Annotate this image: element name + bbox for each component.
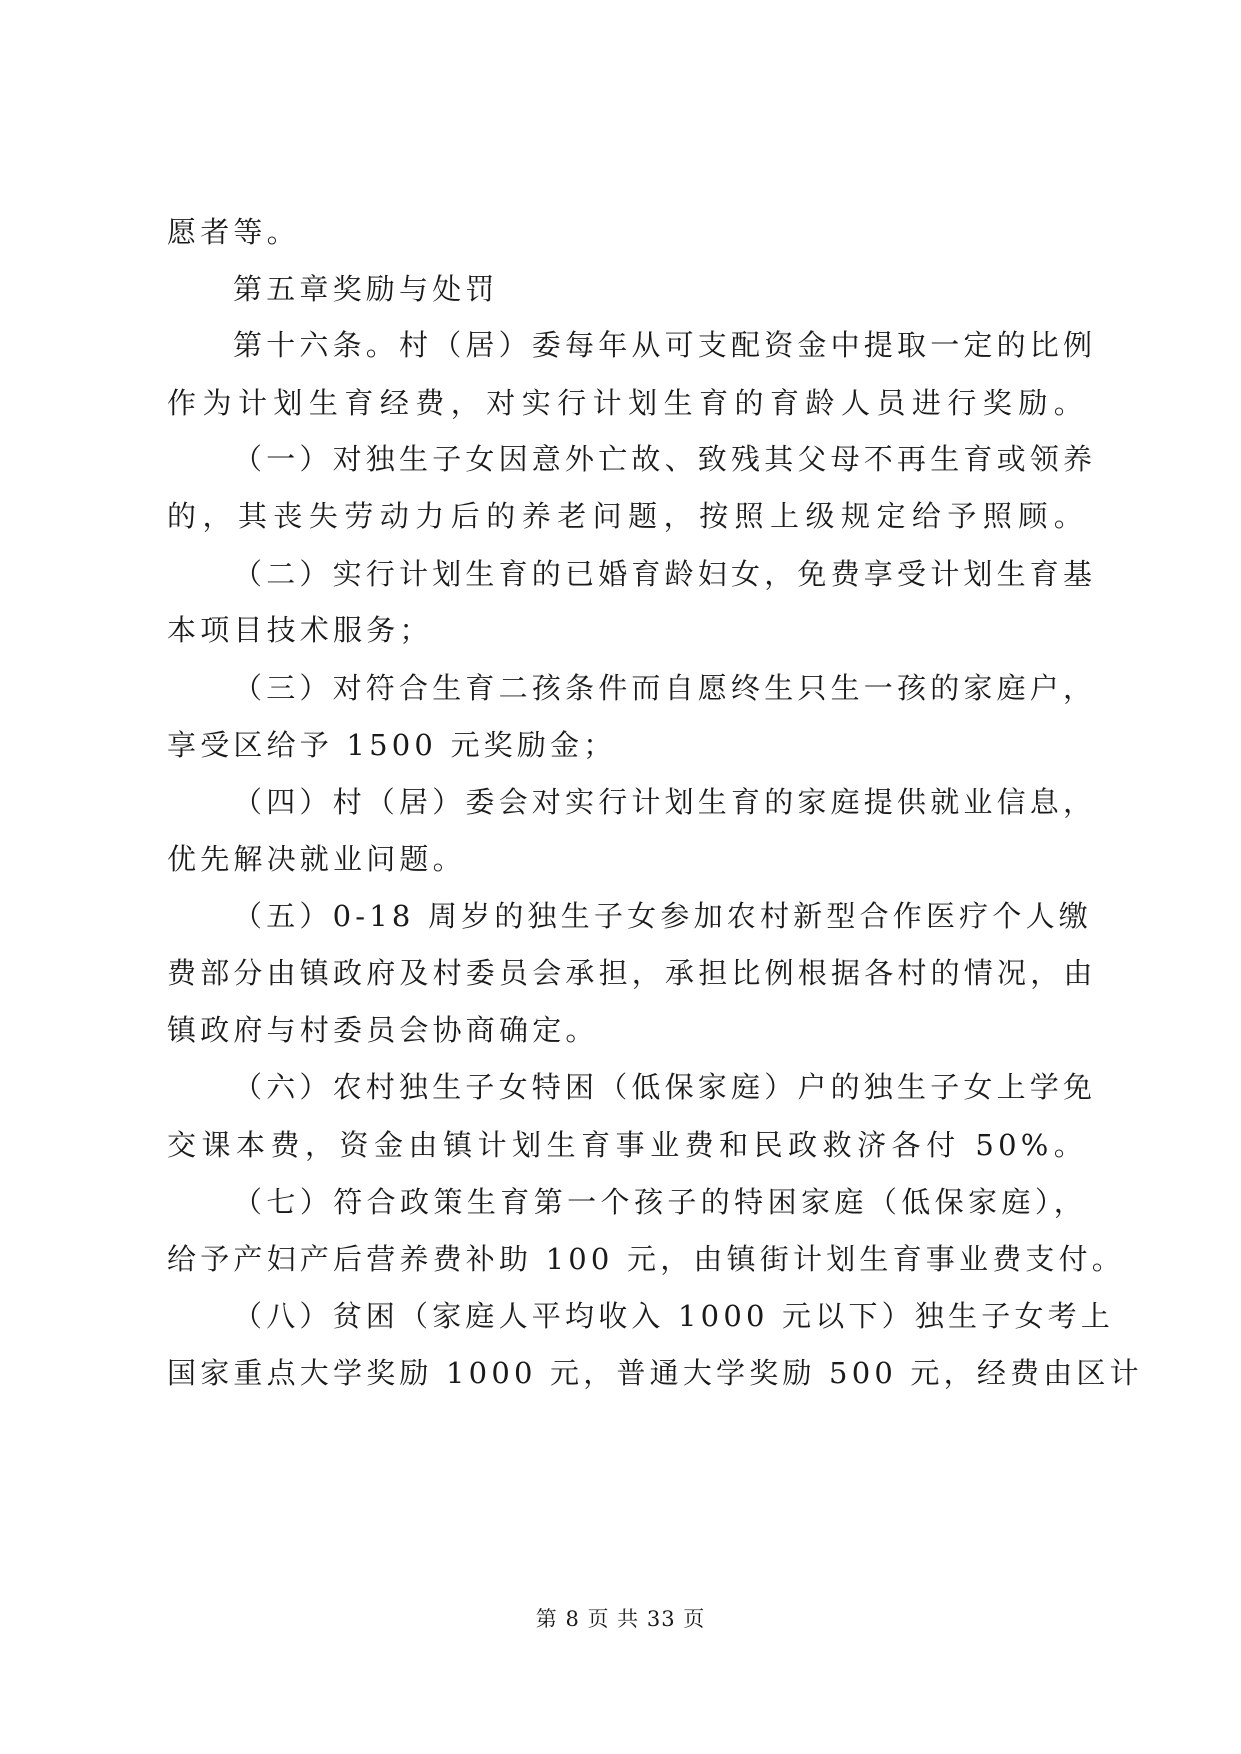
- chapter-heading: 第五章奖励与处罚: [233, 272, 499, 306]
- text-line: （六）农村独生子女特困（低保家庭）户的独生子女上学免: [233, 1070, 1097, 1104]
- text-line: 交课本费，资金由镇计划生育事业费和民政救济各付 50%。: [167, 1128, 1087, 1162]
- page-footer: 第 8 页 共 33 页: [535, 1607, 706, 1631]
- text-line: 本项目技术服务；: [167, 613, 433, 647]
- text-line: 给予产妇产后营养费补助 100 元，由镇街计划生育事业费支付。: [167, 1242, 1125, 1276]
- text-line: （七）符合政策生育第一个孩子的特困家庭（低保家庭），: [233, 1185, 1087, 1219]
- text-line: 第十六条。村（居）委每年从可支配资金中提取一定的比例: [233, 328, 1097, 362]
- text-line: 的，其丧失劳动力后的养老问题，按照上级规定给予照顾。: [167, 499, 1087, 533]
- text-line: 愿者等。: [167, 215, 300, 249]
- text-line: 镇政府与村委员会协商确定。: [167, 1013, 599, 1047]
- text-line: 作为计划生育经费，对实行计划生育的育龄人员进行奖励。: [167, 386, 1087, 420]
- text-line: 国家重点大学奖励 1000 元，普通大学奖励 500 元，经费由区计: [167, 1356, 1143, 1390]
- text-line: （八）贫困（家庭人平均收入 1000 元以下）独生子女考上: [233, 1299, 1115, 1333]
- text-line: （一）对独生子女因意外亡故、致残其父母不再生育或领养: [233, 442, 1097, 476]
- text-line: （四）村（居）委会对实行计划生育的家庭提供就业信息，: [233, 785, 1097, 819]
- text-line: （二）实行计划生育的已婚育龄妇女，免费享受计划生育基: [233, 557, 1097, 591]
- text-line: 费部分由镇政府及村委员会承担，承担比例根据各村的情况，由: [167, 956, 1097, 990]
- text-line: 享受区给予 1500 元奖励金；: [167, 728, 617, 762]
- text-line: （五）0-18 周岁的独生子女参加农村新型合作医疗个人缴: [233, 899, 1092, 933]
- text-line: （三）对符合生育二孩条件而自愿终生只生一孩的家庭户，: [233, 671, 1097, 705]
- text-line: 优先解决就业问题。: [167, 842, 466, 876]
